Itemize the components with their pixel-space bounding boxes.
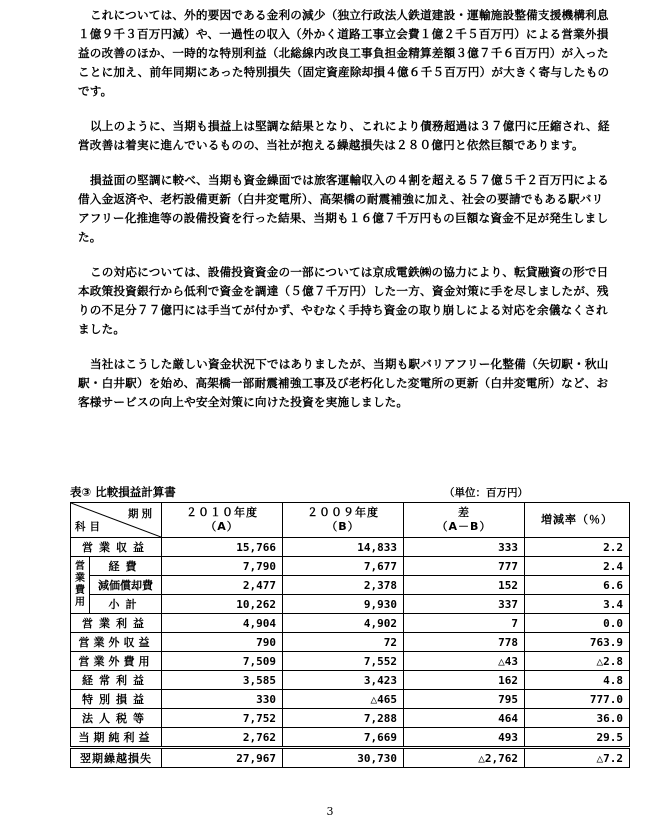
value-rate: 0.0 [525,614,630,633]
header-period: 期別 [128,508,155,520]
row-label: 翌期繰越損失 [71,748,162,768]
header-col-diff [404,503,525,538]
header-col-diff-label: 差 [458,506,470,519]
table-row [71,728,630,748]
row-label: 減価償却費 [90,576,162,595]
value-b: 14,833 [283,538,404,557]
value-diff: 464 [404,709,525,728]
value-a: 10,262 [162,595,283,614]
value-rate: 763.9 [525,633,630,652]
value-diff: 7 [404,614,525,633]
row-label: 営業収益 [71,538,162,557]
paragraph-1: これについては、外的要因である金利の減少（独立行政法人鉄道建設・運輸施設整備支援機構利息１億９千３百万円減）や、一過性の収入（外かく道路工事立会費１億２千５百万円）による営業外損益の改善のほか、一時的な特別利益（北総線内改良工事負担金精算差額３億７千６百万円）が入ったことに加え、前年同期にあった特別損失（固定資産除却損４億６千５百万円）が大きく寄与したものです。 [78,8,610,98]
header-col-a-year: ２０１０年度 [186,506,258,519]
table-row [71,633,630,652]
paragraph-5: 当社はこうした厳しい資金状況下ではありましたが、当期も駅バリアフリー化整備（矢切駅・秋山駅・白井駅）を始め、高架橋一部耐震補強工事及び老朽化した変電所の更新（白井変電所）など、お客様サービスの向上や安全対策に向けた投資を実施しました。 [78,357,609,409]
value-rate: 6.6 [525,576,630,595]
value-b: 7,677 [283,557,404,576]
value-diff: 778 [404,633,525,652]
value-b: 7,669 [283,728,404,748]
value-a: 7,509 [162,652,283,671]
body-text [78,6,610,428]
table-row [71,538,630,557]
value-b: △465 [283,690,404,709]
value-diff: 493 [404,728,525,748]
value-diff: 162 [404,671,525,690]
value-a: 790 [162,633,283,652]
row-label: 経常利益 [71,671,162,690]
value-rate: △7.2 [525,748,630,768]
table-row [71,557,630,576]
income-statement-table [70,502,630,768]
expense-group-label: 営業費用 [71,557,90,614]
paragraph-4: この対応については、設備投資資金の一部については京成電鉄㈱の協力により、転貸融資の形で日本政策投資銀行から低利で資金を調達（５億７千万円）した一方、資金対策に手を尽しましたが、残りの不足分７７億円には手当てが付かず、やむなく手持ち資金の取り崩しによる対応を余儀なくされました。 [78,265,609,336]
header-col-b [283,503,404,538]
paragraph-2: 以上のように、当期も損益上は堅調な結果となり、これにより債務超過は３７億円に圧縮され、経営改善は着実に進んでいるものの、当社が抱える繰越損失は２８０億円と依然巨額であります。 [78,119,610,152]
value-rate: 2.2 [525,538,630,557]
table-header-row [71,503,630,538]
page-number: 3 [326,805,334,818]
value-a: 2,477 [162,576,283,595]
row-label: 営業利益 [71,614,162,633]
value-rate: △2.8 [525,652,630,671]
table-unit: （単位：百万円） [444,487,528,499]
table-row [71,595,630,614]
value-rate: 2.4 [525,557,630,576]
value-diff: 333 [404,538,525,557]
table-row [71,576,630,595]
value-b: 9,930 [283,595,404,614]
header-col-a-sub: （A） [205,520,239,533]
table-row [71,614,630,633]
value-rate: 3.4 [525,595,630,614]
value-rate: 36.0 [525,709,630,728]
row-label: 経費 [90,557,162,576]
value-a: 7,790 [162,557,283,576]
value-rate: 777.0 [525,690,630,709]
value-b: 3,423 [283,671,404,690]
table-row [71,709,630,728]
table-row [71,748,630,768]
value-diff: △43 [404,652,525,671]
header-diagonal-cell [71,503,162,538]
value-diff: 795 [404,690,525,709]
table-row [71,671,630,690]
value-a: 27,967 [162,748,283,768]
paragraph-3: 損益面の堅調に較べ、当期も資金繰面では旅客運輸収入の４割を超える５７億５千２百万円による借入金返済や、老朽設備更新（白井変電所）、高架橋の耐震補強に加え、社会の要請でもある駅バリアフリー化推進等の設備投資を行った結果、当期も１６億７千万円もの巨額な資金不足が発生しました。 [78,173,609,244]
value-a: 3,585 [162,671,283,690]
value-a: 15,766 [162,538,283,557]
header-col-rate: 増減率（％） [525,503,630,538]
row-label: 法人税等 [71,709,162,728]
value-a: 330 [162,690,283,709]
value-b: 7,552 [283,652,404,671]
value-b: 30,730 [283,748,404,768]
header-col-a [162,503,283,538]
value-diff: 337 [404,595,525,614]
value-a: 4,904 [162,614,283,633]
value-b: 72 [283,633,404,652]
row-label: 小計 [90,595,162,614]
value-rate: 29.5 [525,728,630,748]
row-label: 特別損益 [71,690,162,709]
value-b: 2,378 [283,576,404,595]
value-a: 7,752 [162,709,283,728]
header-col-diff-sub: （A－B） [436,520,492,533]
row-label: 営業外費用 [71,652,162,671]
value-rate: 4.8 [525,671,630,690]
value-diff: 777 [404,557,525,576]
header-col-b-sub: （B） [326,520,360,533]
value-diff: △2,762 [404,748,525,768]
row-label: 営業外収益 [71,633,162,652]
header-col-b-year: ２００９年度 [307,506,379,519]
value-diff: 152 [404,576,525,595]
table-row [71,652,630,671]
row-label: 当期純利益 [71,728,162,748]
header-subject: 科目 [75,521,104,533]
value-b: 4,902 [283,614,404,633]
value-b: 7,288 [283,709,404,728]
value-a: 2,762 [162,728,283,748]
table-caption: 表③ 比較損益計算書 [70,485,176,499]
table-row [71,690,630,709]
